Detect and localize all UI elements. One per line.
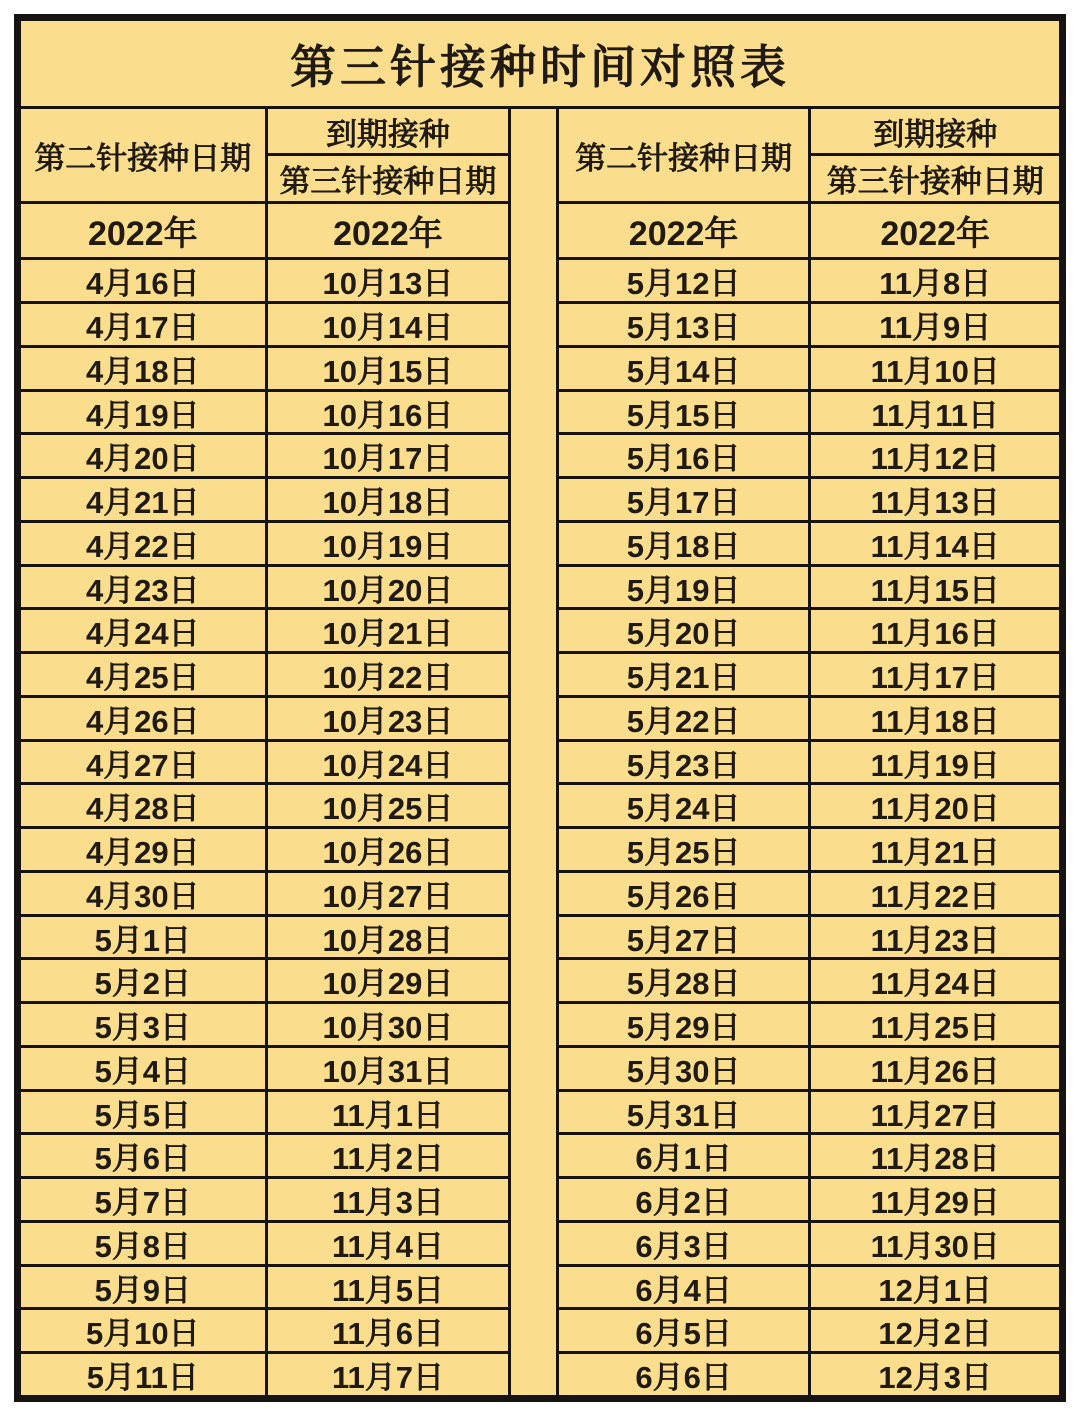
third-dose-date-cell: 10月23日 [268, 698, 509, 739]
second-dose-date-cell: 6月6日 [559, 1354, 809, 1395]
third-dose-date-cell: 11月4日 [268, 1223, 509, 1264]
second-dose-date-cell: 5月7日 [21, 1179, 265, 1220]
second-dose-date-cell: 6月5日 [559, 1310, 809, 1351]
second-dose-date-cell: 5月27日 [559, 917, 809, 958]
second-dose-date-cell: 5月29日 [559, 1004, 809, 1045]
third-dose-date-cell: 11月30日 [811, 1223, 1059, 1264]
second-dose-date-cell: 5月16日 [559, 435, 809, 476]
third-dose-date-cell: 11月11日 [811, 392, 1059, 433]
second-dose-date-cell: 4月19日 [21, 392, 265, 433]
third-dose-date-cell: 11月10日 [811, 348, 1059, 389]
second-dose-date-cell: 5月15日 [559, 392, 809, 433]
third-dose-date-cell: 10月31日 [268, 1048, 509, 1089]
third-dose-date-cell: 11月21日 [811, 829, 1059, 870]
header-second-dose-left: 第二针接种日期 [21, 109, 265, 201]
second-dose-date-cell: 4月25日 [21, 654, 265, 695]
third-dose-date-cell: 11月9日 [811, 304, 1059, 345]
third-dose-date-cell: 11月23日 [811, 917, 1059, 958]
second-dose-date-cell: 4月27日 [21, 742, 265, 783]
third-dose-date-cell: 11月22日 [811, 873, 1059, 914]
header-second-dose-right: 第二针接种日期 [559, 109, 809, 201]
second-dose-date-cell: 5月20日 [559, 610, 809, 651]
second-dose-date-cell: 4月18日 [21, 348, 265, 389]
third-dose-date-cell: 12月3日 [811, 1354, 1059, 1395]
third-dose-date-cell: 11月14日 [811, 523, 1059, 564]
second-dose-date-cell: 6月2日 [559, 1179, 809, 1220]
second-dose-date-cell: 4月26日 [21, 698, 265, 739]
second-dose-date-cell: 5月9日 [21, 1267, 265, 1308]
table-center-spacer [511, 109, 556, 1395]
third-dose-date-cell: 11月5日 [268, 1267, 509, 1308]
year-cell: 2022年 [559, 204, 809, 257]
second-dose-date-cell: 5月3日 [21, 1004, 265, 1045]
vaccination-schedule-table [14, 14, 1066, 1402]
third-dose-date-cell: 11月24日 [811, 960, 1059, 1001]
year-cell: 2022年 [268, 204, 509, 257]
second-dose-date-cell: 4月16日 [21, 260, 265, 301]
third-dose-date-cell: 12月2日 [811, 1310, 1059, 1351]
second-dose-date-cell: 5月28日 [559, 960, 809, 1001]
third-dose-date-cell: 11月6日 [268, 1310, 509, 1351]
third-dose-date-cell: 11月17日 [811, 654, 1059, 695]
second-dose-date-cell: 4月20日 [21, 435, 265, 476]
header-due-left: 到期接种 [268, 109, 509, 153]
second-dose-date-cell: 4月22日 [21, 523, 265, 564]
third-dose-date-cell: 10月29日 [268, 960, 509, 1001]
third-dose-date-cell: 10月14日 [268, 304, 509, 345]
second-dose-date-cell: 5月11日 [21, 1354, 265, 1395]
second-dose-date-cell: 4月17日 [21, 304, 265, 345]
third-dose-date-cell: 10月22日 [268, 654, 509, 695]
second-dose-date-cell: 5月2日 [21, 960, 265, 1001]
third-dose-date-cell: 10月25日 [268, 785, 509, 826]
second-dose-date-cell: 5月25日 [559, 829, 809, 870]
third-dose-date-cell: 11月15日 [811, 567, 1059, 608]
year-cell: 2022年 [811, 204, 1059, 257]
second-dose-date-cell: 5月26日 [559, 873, 809, 914]
second-dose-date-cell: 5月10日 [21, 1310, 265, 1351]
second-dose-date-cell: 5月19日 [559, 567, 809, 608]
third-dose-date-cell: 10月24日 [268, 742, 509, 783]
third-dose-date-cell: 11月27日 [811, 1092, 1059, 1133]
second-dose-date-cell: 5月17日 [559, 479, 809, 520]
second-dose-date-cell: 5月31日 [559, 1092, 809, 1133]
third-dose-date-cell: 11月28日 [811, 1135, 1059, 1176]
second-dose-date-cell: 4月29日 [21, 829, 265, 870]
second-dose-date-cell: 6月4日 [559, 1267, 809, 1308]
third-dose-date-cell: 11月2日 [268, 1135, 509, 1176]
third-dose-date-cell: 10月15日 [268, 348, 509, 389]
third-dose-date-cell: 10月26日 [268, 829, 509, 870]
third-dose-date-cell: 11月19日 [811, 742, 1059, 783]
third-dose-date-cell: 10月28日 [268, 917, 509, 958]
third-dose-date-cell: 10月17日 [268, 435, 509, 476]
third-dose-date-cell: 11月16日 [811, 610, 1059, 651]
third-dose-date-cell: 11月13日 [811, 479, 1059, 520]
third-dose-date-cell: 12月1日 [811, 1267, 1059, 1308]
second-dose-date-cell: 5月1日 [21, 917, 265, 958]
third-dose-date-cell: 11月25日 [811, 1004, 1059, 1045]
second-dose-date-cell: 4月24日 [21, 610, 265, 651]
header-due-right: 到期接种 [811, 109, 1059, 153]
second-dose-date-cell: 5月30日 [559, 1048, 809, 1089]
second-dose-date-cell: 5月5日 [21, 1092, 265, 1133]
table-title: 第三针接种时间对照表 [21, 21, 1059, 106]
second-dose-date-cell: 5月6日 [21, 1135, 265, 1176]
third-dose-date-cell: 10月27日 [268, 873, 509, 914]
second-dose-date-cell: 5月13日 [559, 304, 809, 345]
header-third-dose-left: 第三针接种日期 [268, 156, 509, 202]
second-dose-date-cell: 5月23日 [559, 742, 809, 783]
second-dose-date-cell: 4月30日 [21, 873, 265, 914]
second-dose-date-cell: 5月12日 [559, 260, 809, 301]
third-dose-date-cell: 11月7日 [268, 1354, 509, 1395]
third-dose-date-cell: 11月29日 [811, 1179, 1059, 1220]
year-cell: 2022年 [21, 204, 265, 257]
second-dose-date-cell: 5月21日 [559, 654, 809, 695]
third-dose-date-cell: 10月13日 [268, 260, 509, 301]
second-dose-date-cell: 6月1日 [559, 1135, 809, 1176]
third-dose-date-cell: 10月21日 [268, 610, 509, 651]
second-dose-date-cell: 5月22日 [559, 698, 809, 739]
third-dose-date-cell: 10月30日 [268, 1004, 509, 1045]
second-dose-date-cell: 6月3日 [559, 1223, 809, 1264]
second-dose-date-cell: 5月18日 [559, 523, 809, 564]
second-dose-date-cell: 5月4日 [21, 1048, 265, 1089]
header-third-dose-right: 第三针接种日期 [811, 156, 1059, 202]
third-dose-date-cell: 10月18日 [268, 479, 509, 520]
third-dose-date-cell: 11月12日 [811, 435, 1059, 476]
third-dose-date-cell: 11月3日 [268, 1179, 509, 1220]
third-dose-date-cell: 10月20日 [268, 567, 509, 608]
second-dose-date-cell: 4月21日 [21, 479, 265, 520]
third-dose-date-cell: 10月16日 [268, 392, 509, 433]
third-dose-date-cell: 11月8日 [811, 260, 1059, 301]
third-dose-date-cell: 11月26日 [811, 1048, 1059, 1089]
third-dose-date-cell: 11月1日 [268, 1092, 509, 1133]
second-dose-date-cell: 5月14日 [559, 348, 809, 389]
second-dose-date-cell: 5月24日 [559, 785, 809, 826]
second-dose-date-cell: 5月8日 [21, 1223, 265, 1264]
second-dose-date-cell: 4月23日 [21, 567, 265, 608]
third-dose-date-cell: 11月18日 [811, 698, 1059, 739]
third-dose-date-cell: 11月20日 [811, 785, 1059, 826]
third-dose-date-cell: 10月19日 [268, 523, 509, 564]
second-dose-date-cell: 4月28日 [21, 785, 265, 826]
